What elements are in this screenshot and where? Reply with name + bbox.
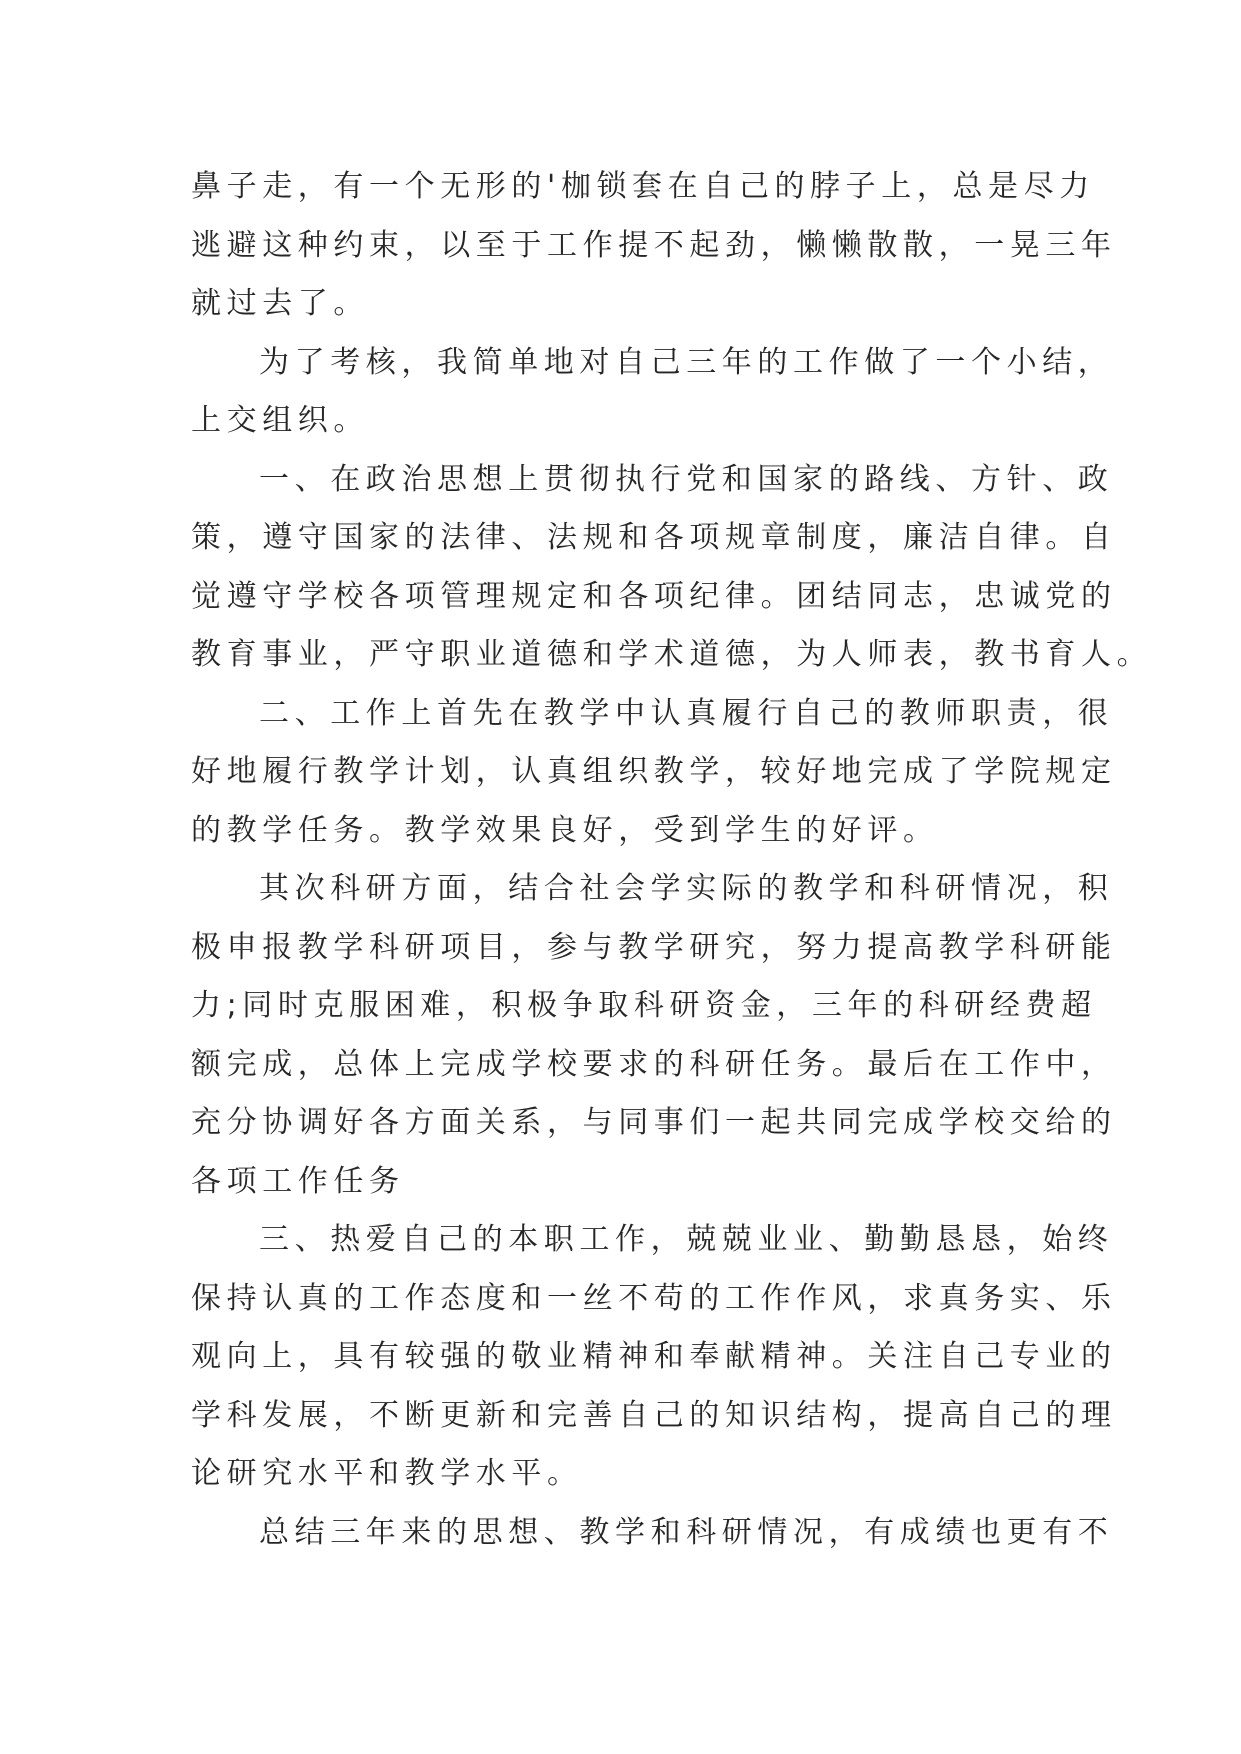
paragraph-start-line: 一、在政治思想上贯彻执行党和国家的路线、方针、政 (259, 461, 1114, 497)
text-line: 观向上，具有较强的敬业精神和奉献精神。关注自己专业的 (191, 1339, 1117, 1374)
text-line: 论研究水平和教学水平。 (191, 1456, 583, 1491)
text-line: 觉遵守学校各项管理规定和各项纪律。团结同志，忠诚党的 (191, 578, 1117, 614)
text-line: 的教学任务。教学效果良好，受到学生的好评。 (191, 812, 939, 848)
text-line: 策，遵守国家的法律、法规和各项规章制度，廉洁自律。自 (191, 520, 1117, 555)
body-text (191, 158, 1153, 1562)
paragraph-start-line: 其次科研方面，结合社会学实际的教学和科研情况，积 (259, 871, 1114, 906)
paragraph-start-line: 总结三年来的思想、教学和科研情况，有成绩也更有不 (259, 1514, 1114, 1550)
text-line: 极申报教学科研项目，参与教学研究，努力提高教学科研能 (191, 929, 1117, 965)
text-line: 力;同时克服困难，积极争取科研资金，三年的科研经费超 (191, 988, 1097, 1023)
text-line: 好地履行教学计划，认真组织教学，较好地完成了学院规定 (191, 754, 1117, 789)
text-line: 保持认真的工作态度和一丝不苟的工作作风，求真务实、乐 (191, 1280, 1117, 1316)
paragraph-start-line: 为了考核，我简单地对自己三年的工作做了一个小结， (259, 344, 1114, 380)
text-line: 充分协调好各方面关系，与同事们一起共同完成学校交给的 (191, 1105, 1117, 1140)
text-line: 鼻子走，有一个无形的'枷锁套在自己的脖子上，总是尽力 (191, 169, 1095, 204)
text-line: 学科发展，不断更新和完善自己的知识结构，提高自己的理 (191, 1397, 1117, 1433)
text-line: 教育事业，严守职业道德和学术道德，为人师表，教书育人。 (191, 637, 1153, 672)
paragraph-start-line: 二、工作上首先在教学中认真履行自己的教师职责，很 (259, 695, 1114, 731)
paragraph-start-line: 三、热爱自己的本职工作，兢兢业业、勤勤恳恳，始终 (259, 1222, 1114, 1257)
text-line: 各项工作任务 (191, 1163, 405, 1199)
text-line: 就过去了。 (191, 286, 369, 321)
text-line: 上交组织。 (191, 403, 369, 438)
text-line: 额完成，总体上完成学校要求的科研任务。最后在工作中， (191, 1046, 1117, 1082)
text-line: 逃避这种约束，以至于工作提不起劲，懒懒散散，一晃三年 (191, 227, 1117, 263)
